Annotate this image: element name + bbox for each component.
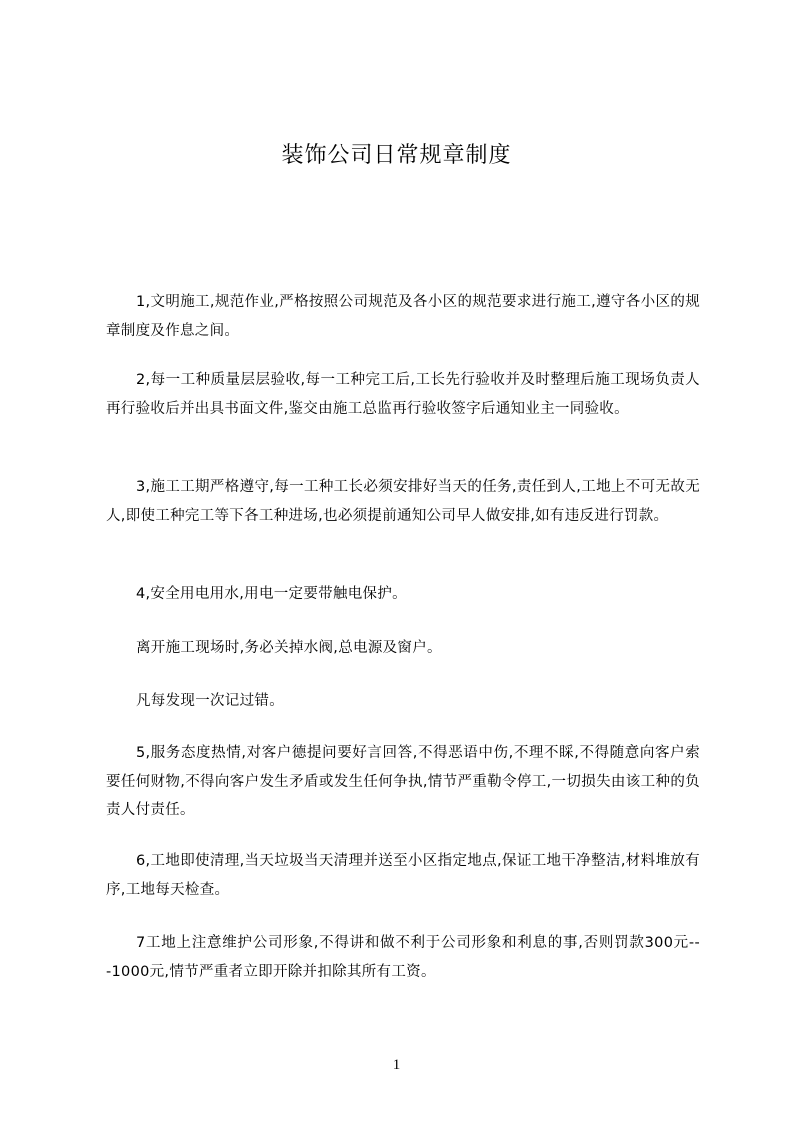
rule-paragraph-1: 1,文明施工,规范作业,严格按照公司规范及各小区的规范要求进行施工,遵守各小区的规章制度及作息之间。 <box>106 294 700 339</box>
rule-paragraph-4: 4,安全用电用水,用电一定要带触电保护。 <box>136 586 407 602</box>
document-title: 装饰公司日常规章制度 <box>281 143 512 168</box>
rule-paragraph-7: 7工地上注意维护公司形象,不得讲和做不利于公司形象和利息的事,否则罚款300元---1000元,情节严重者立即开除并扣除其所有工资。 <box>106 935 700 980</box>
rule-paragraph-4-penalty: 凡每发现一次记过错。 <box>136 693 284 709</box>
rule-paragraph-2: 2,每一工种质量层层验收,每一工种完工后,工长先行验收并及时整理后施工现场负责人再行验收后并出具书面文件,鉴交由施工总监再行验收签字后通知业主一同验收。 <box>106 372 700 417</box>
page-number: 1 <box>392 1057 401 1073</box>
rule-paragraph-3: 3,施工工期严格遵守,每一工种工长必须安排好当天的任务,责任到人,工地上不可无故无人,即使工种完工等下各工种进场,也必须提前通知公司早人做安排,如有违反进行罚款。 <box>106 479 700 524</box>
rule-paragraph-4-leave-site: 离开施工现场时,务必关掉水阀,总电源及窗户。 <box>136 640 442 656</box>
rule-paragraph-5: 5,服务态度热情,对客户德提问要好言回答,不得恶语中伤,不理不睬,不得随意向客户索要任何财物,不得向客户发生矛盾或发生任何争执,情节严重勒令停工,一切损失由该工种的负责人付责任。 <box>106 745 700 818</box>
rule-paragraph-6: 6,工地即使清理,当天垃圾当天清理并送至小区指定地点,保证工地干净整洁,材料堆放有序,工地每天检查。 <box>106 853 700 898</box>
